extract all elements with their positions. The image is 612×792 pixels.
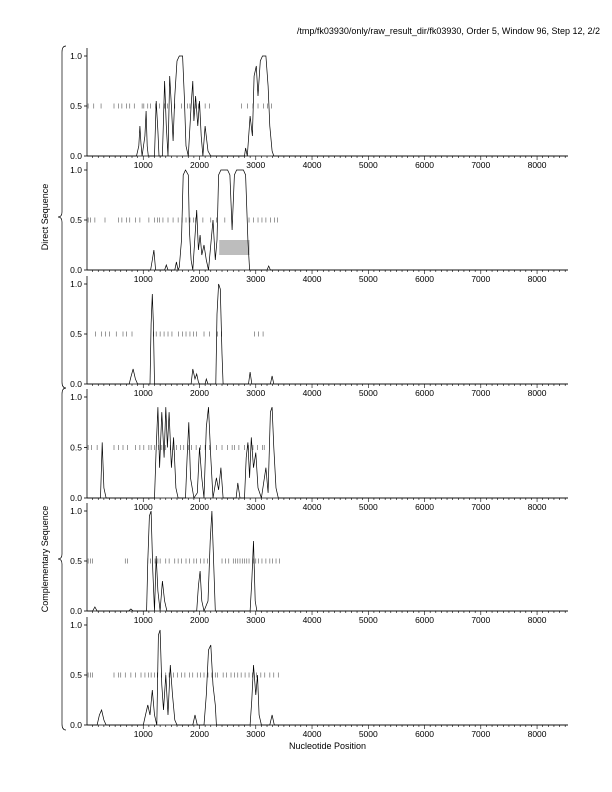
panel-6-y-tick-label: 0.0 bbox=[70, 720, 82, 730]
panel-2-y-tick-label: 0.0 bbox=[70, 265, 82, 275]
panel-6-x-tick-label: 6000 bbox=[415, 729, 435, 739]
group-brace-complementary bbox=[58, 388, 66, 730]
panel-2-x-tick-label: 4000 bbox=[302, 274, 322, 284]
panel-5-x-tick-label: 8000 bbox=[527, 615, 547, 625]
panel-1-x-tick-label: 6000 bbox=[415, 160, 435, 170]
panel-1-x-tick-label: 8000 bbox=[527, 160, 547, 170]
panel-4-x-tick-label: 3000 bbox=[246, 502, 266, 512]
group-label-direct: Direct Sequence bbox=[40, 183, 50, 251]
panel-6-x-tick-label: 8000 bbox=[527, 729, 547, 739]
panel-6-x-tick-label: 1000 bbox=[133, 729, 153, 739]
panel-4-x-tick-label: 7000 bbox=[471, 502, 491, 512]
panel-2-x-tick-label: 1000 bbox=[133, 274, 153, 284]
group-label-complementary: Complementary Sequence bbox=[40, 505, 50, 613]
panel-4-data-line bbox=[87, 407, 568, 498]
panel-3-x-tick-label: 7000 bbox=[471, 388, 491, 398]
panel-6-y-tick-label: 1.0 bbox=[70, 620, 82, 630]
panel-5-x-tick-label: 6000 bbox=[415, 615, 435, 625]
panel-3-x-tick-label: 2000 bbox=[190, 388, 209, 398]
panel-1-data-line bbox=[87, 56, 568, 156]
panel-4-y-tick-label: 0.0 bbox=[70, 493, 82, 503]
panel-2-x-tick-label: 8000 bbox=[527, 274, 547, 284]
panel-3-y-tick-label: 1.0 bbox=[70, 279, 82, 289]
panel-5-x-tick-label: 5000 bbox=[358, 615, 378, 625]
panel-4-x-tick-label: 6000 bbox=[415, 502, 435, 512]
panel-3-y-tick-label: 0.0 bbox=[70, 379, 82, 389]
panel-1-x-tick-label: 3000 bbox=[246, 160, 266, 170]
panel-6-data-line bbox=[87, 630, 568, 725]
panel-6-x-tick-label: 7000 bbox=[471, 729, 491, 739]
panel-5-x-tick-label: 1000 bbox=[133, 615, 153, 625]
panel-2-data-line bbox=[87, 170, 568, 270]
panel-6-x-tick-label: 5000 bbox=[358, 729, 378, 739]
panel-1-y-tick-label: 0.5 bbox=[70, 101, 82, 111]
x-axis-label: Nucleotide Position bbox=[288, 741, 367, 751]
panel-4-y-tick-label: 0.5 bbox=[70, 442, 82, 453]
panel-5-y-tick-label: 0.5 bbox=[70, 556, 82, 566]
panel-4-x-tick-label: 5000 bbox=[358, 502, 378, 512]
panel-6-x-tick-label: 3000 bbox=[246, 729, 266, 739]
panel-5-y-tick-label: 0.0 bbox=[70, 606, 82, 616]
panel-1-x-tick-label: 1000 bbox=[133, 160, 153, 170]
panel-1-y-tick-label: 1.0 bbox=[70, 51, 82, 61]
panel-5-x-tick-label: 3000 bbox=[246, 615, 266, 625]
group-brace-direct bbox=[58, 46, 66, 388]
panel-4-y-tick-label: 1.0 bbox=[70, 392, 82, 402]
panel-2-x-tick-label: 3000 bbox=[246, 274, 266, 284]
panel-2-x-tick-label: 7000 bbox=[471, 274, 491, 284]
panel-6-y-tick-label: 0.5 bbox=[70, 670, 82, 680]
panel-1-y-tick-label: 0.0 bbox=[70, 151, 82, 161]
panel-3-x-tick-label: 1000 bbox=[133, 388, 153, 398]
panel-3-x-tick-label: 6000 bbox=[415, 388, 435, 398]
panel-5-x-tick-label: 2000 bbox=[190, 615, 209, 625]
panel-2-x-tick-label: 5000 bbox=[358, 274, 378, 284]
panel-2-x-tick-label: 2000 bbox=[190, 274, 209, 284]
panel-4-x-tick-label: 2000 bbox=[190, 502, 209, 512]
panel-3-data-line bbox=[87, 284, 568, 384]
panel-2-y-tick-label: 0.5 bbox=[70, 215, 82, 225]
panel-3-x-tick-label: 8000 bbox=[527, 388, 547, 398]
panel-1-x-tick-label: 4000 bbox=[302, 160, 322, 170]
panel-4-x-tick-label: 1000 bbox=[133, 502, 153, 512]
panel-5-data-line bbox=[87, 511, 568, 611]
panel-1-x-tick-label: 2000 bbox=[190, 160, 209, 170]
panel-1-x-tick-label: 7000 bbox=[471, 160, 491, 170]
panel-4-x-tick-label: 8000 bbox=[527, 502, 547, 512]
panel-5-y-tick-label: 1.0 bbox=[70, 506, 82, 516]
panel-3-y-tick-label: 0.5 bbox=[70, 329, 82, 339]
panel-3-x-tick-label: 5000 bbox=[358, 388, 378, 398]
panel-5-x-tick-label: 7000 bbox=[471, 615, 491, 625]
panel-3-x-tick-label: 3000 bbox=[246, 388, 266, 398]
panel-6-x-tick-label: 2000 bbox=[190, 729, 209, 739]
panel-4-x-tick-label: 4000 bbox=[302, 502, 322, 512]
panel-1-x-tick-label: 5000 bbox=[358, 160, 378, 170]
panel-6-x-tick-label: 4000 bbox=[302, 729, 322, 739]
header-path: /tmp/fk03930/only/raw_result_dir/fk03930, Order 5, Window 96, Step 12, 2/2 bbox=[296, 26, 600, 36]
panel-2-highlight-region bbox=[219, 240, 249, 255]
panel-2-y-tick-label: 1.0 bbox=[70, 165, 82, 175]
panel-3-x-tick-label: 4000 bbox=[302, 388, 322, 398]
panel-5-x-tick-label: 4000 bbox=[302, 615, 322, 625]
panel-2-x-tick-label: 6000 bbox=[415, 274, 435, 284]
